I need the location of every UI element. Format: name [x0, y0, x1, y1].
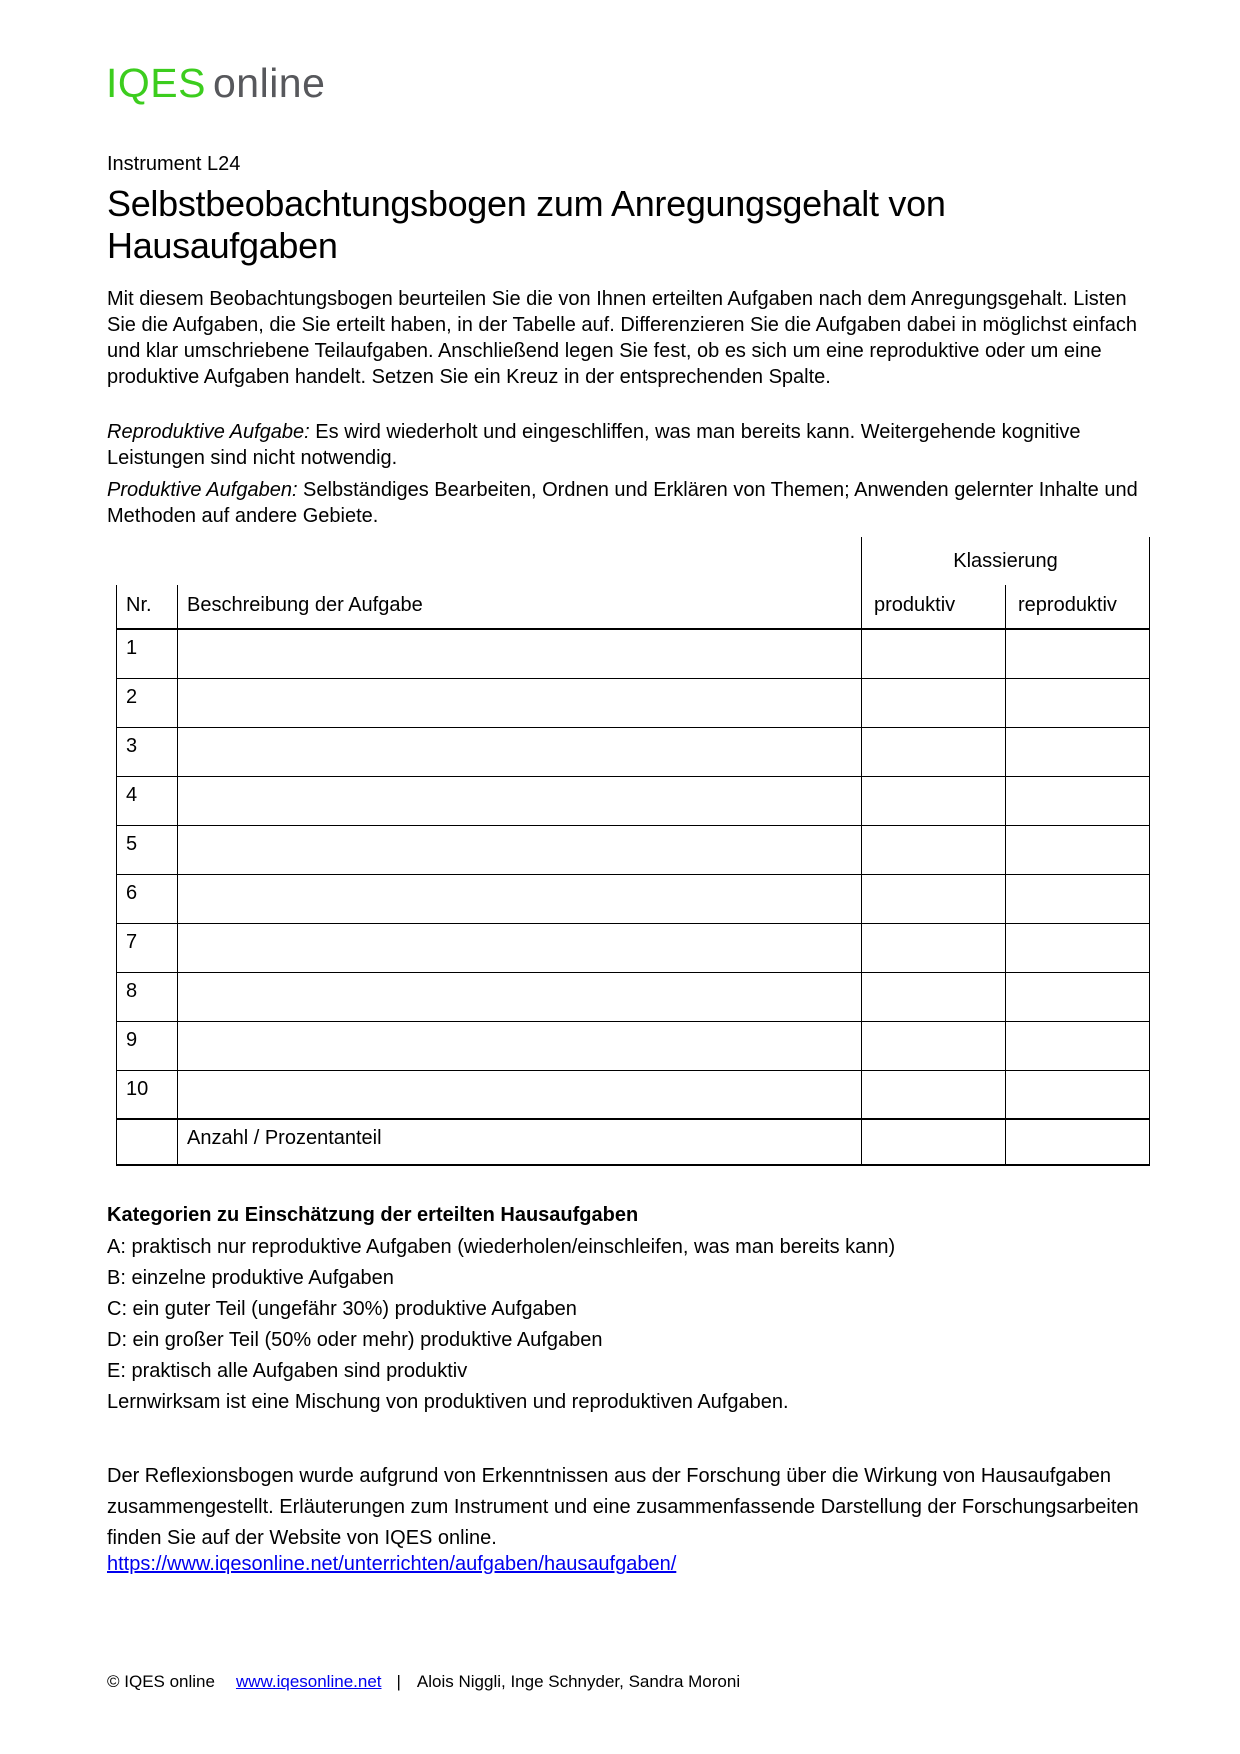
intro-paragraph: Mit diesem Beobachtungsbogen beurteilen Sie die von Ihnen erteilten Aufgaben nach dem Anregungsgehalt. Listen Sie die Aufgaben, die Sie erteilt haben, in der Tabelle auf. Differenzieren Sie die Aufgaben dabei in möglichst einfach und klar umschriebene Teilaufgaben. Anschließend legen Sie fest, ob es sich um eine reproduktive oder um eine produktive Aufgaben handelt. Setzen Sie ein Kreuz in der entsprechenden Spalte. — [107, 288, 1137, 388]
reproduktiv-cell — [1005, 777, 1150, 825]
aufgaben-table — [116, 537, 1150, 1166]
produktiv-cell — [861, 630, 1005, 678]
col-header-reproduktiv: reproduktiv — [1005, 585, 1150, 628]
footer-copyright: © IQES online — [107, 1672, 215, 1691]
produktiv-cell — [861, 1022, 1005, 1070]
reproduktiv-cell — [1005, 679, 1150, 727]
produktive-text: Selbständiges Bearbeiten, Ordnen und Erklären von Themen; Anwenden gelernter Inhalte und Methoden auf andere Gebiete. — [107, 479, 1138, 527]
reproduktiv-cell — [1005, 924, 1150, 972]
kategorie-item-e: E: praktisch alle Aufgaben sind produktiv — [107, 1360, 468, 1382]
table-row — [116, 924, 1150, 973]
row-number-cell: 9 — [116, 1022, 177, 1070]
footer-separator: | — [396, 1672, 401, 1691]
reproduktiv-cell — [1005, 826, 1150, 874]
row-number-cell: 1 — [116, 630, 177, 678]
task-description-cell — [177, 728, 861, 776]
summary-label-cell: Anzahl / Prozentanteil — [177, 1120, 861, 1164]
footer-authors: Alois Niggli, Inge Schnyder, Sandra Moroni — [416, 1672, 741, 1691]
table-row — [116, 973, 1150, 1022]
kategorien-heading: Kategorien zu Einschätzung der erteilten Hausaufgaben — [107, 1204, 639, 1226]
kategorie-item-d: D: ein großer Teil (50% oder mehr) produktive Aufgaben — [107, 1329, 603, 1351]
row-number-cell: 6 — [116, 875, 177, 923]
reproduktive-definition — [107, 419, 1145, 471]
produktiv-cell — [861, 728, 1005, 776]
task-description-cell — [177, 875, 861, 923]
col-header-nr: Nr. — [116, 585, 177, 628]
table-row — [116, 875, 1150, 924]
kategorien-section — [107, 1202, 1145, 1420]
klassierung-header-row — [116, 537, 1150, 585]
col-header-produktiv: produktiv — [861, 585, 1005, 628]
produktiv-cell — [861, 924, 1005, 972]
kategorie-item-a: A: praktisch nur reproduktive Aufgaben (wiederholen/einschleifen, was man bereits kann) — [107, 1236, 896, 1258]
klassierung-spacer — [116, 537, 861, 585]
task-description-cell — [177, 973, 861, 1021]
produktive-definition — [107, 477, 1145, 529]
table-row — [116, 1071, 1150, 1120]
instrument-label: Instrument L24 — [107, 153, 241, 175]
reproduktiv-cell — [1005, 875, 1150, 923]
table-row — [116, 728, 1150, 777]
row-number-cell: 8 — [116, 973, 177, 1021]
closing-paragraph: Der Reflexionsbogen wurde aufgrund von Erkenntnissen aus der Forschung über die Wirkung von Hausaufgaben zusammengestellt. Erläuterungen zum Instrument und eine zusammenfassende Darstellung der Forschungsarbeiten finden Sie auf der Website von IQES online. — [107, 1465, 1139, 1549]
logo-text-iqes: IQES — [106, 60, 206, 106]
produktiv-cell — [861, 777, 1005, 825]
kategorie-item-b: B: einzelne produktive Aufgaben — [107, 1267, 394, 1289]
task-description-cell — [177, 630, 861, 678]
logo-text-online: online — [212, 60, 326, 106]
produktiv-cell — [861, 875, 1005, 923]
reproduktiv-cell — [1005, 1071, 1150, 1118]
task-description-cell — [177, 826, 861, 874]
task-description-cell — [177, 1071, 861, 1118]
task-description-cell — [177, 1022, 861, 1070]
produktiv-cell — [861, 973, 1005, 1021]
reproduktive-text: Es wird wiederholt und eingeschliffen, was man bereits kann. Weitergehende kognitive Leistungen sind nicht notwendig. — [107, 421, 1081, 469]
iqes-online-logo — [106, 60, 325, 106]
table-summary-row — [116, 1120, 1150, 1166]
row-number-cell: 2 — [116, 679, 177, 727]
kategorien-note: Lernwirksam ist eine Mischung von produktiven und reproduktiven Aufgaben. — [107, 1391, 789, 1413]
row-number-cell: 3 — [116, 728, 177, 776]
row-number-cell: 4 — [116, 777, 177, 825]
page-title: Selbstbeobachtungsbogen zum Anregungsgehalt von Hausaufgaben — [107, 183, 946, 266]
hausaufgaben-link[interactable]: https://www.iqesonline.net/unterrichten/aufgaben/hausaufgaben/ — [107, 1553, 677, 1575]
table-row — [116, 1022, 1150, 1071]
task-description-cell — [177, 777, 861, 825]
klassierung-header-cell: Klassierung — [861, 537, 1150, 585]
row-number-cell: 7 — [116, 924, 177, 972]
reproduktiv-cell — [1005, 1120, 1150, 1164]
task-description-cell — [177, 924, 861, 972]
produktiv-cell — [861, 679, 1005, 727]
footer-website-link[interactable]: www.iqesonline.net — [235, 1672, 382, 1691]
table-header-row — [116, 585, 1150, 630]
task-description-cell — [177, 679, 861, 727]
reproduktiv-cell — [1005, 728, 1150, 776]
reproduktiv-cell — [1005, 1022, 1150, 1070]
reproduktiv-cell — [1005, 973, 1150, 1021]
reproduktiv-cell — [1005, 630, 1150, 678]
produktiv-cell — [861, 826, 1005, 874]
table-row — [116, 630, 1150, 679]
produktiv-cell — [861, 1120, 1005, 1164]
row-number-cell: 5 — [116, 826, 177, 874]
kategorie-item-c: C: ein guter Teil (ungefähr 30%) produktive Aufgaben — [107, 1298, 577, 1320]
row-number-cell: 10 — [116, 1071, 177, 1118]
reproduktive-label: Reproduktive Aufgabe: — [107, 421, 310, 443]
table-row — [116, 679, 1150, 728]
table-row — [116, 826, 1150, 875]
produktive-label: Produktive Aufgaben: — [107, 479, 298, 501]
col-header-beschreibung: Beschreibung der Aufgabe — [177, 585, 861, 628]
page-footer — [107, 1671, 740, 1692]
produktiv-cell — [861, 1071, 1005, 1118]
row-number-cell — [116, 1120, 177, 1164]
table-row — [116, 777, 1150, 826]
